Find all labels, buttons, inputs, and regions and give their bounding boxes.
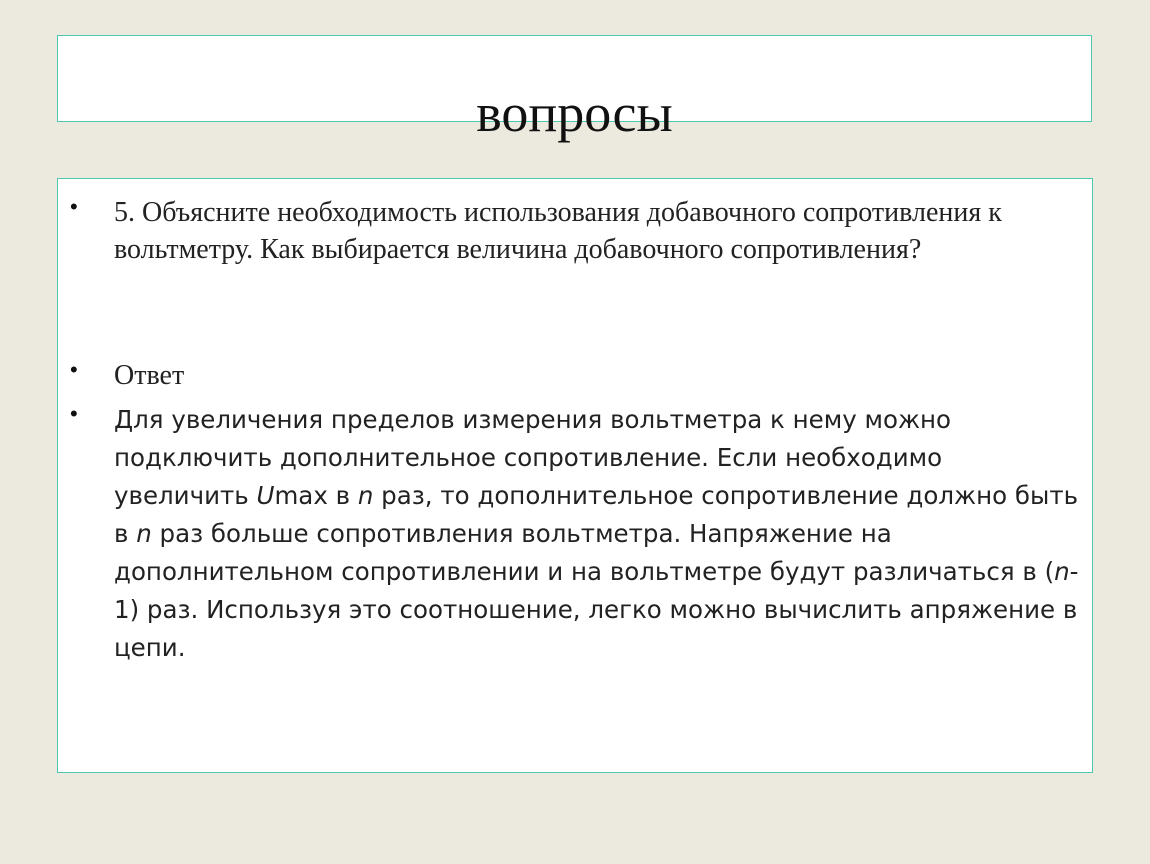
content-box [57, 178, 1093, 773]
answer-text-part: -1) раз. Используя это соотношение, легко можно вычислить апряжение в цепи. [114, 557, 1079, 662]
question-text: 5. Объясните необходимость использования добавочного сопротивления к вольтметру. Как выбирается величина добавочного сопротивления? [114, 197, 1002, 265]
bullet-marker: • [70, 194, 78, 219]
slide-title: вопросы [476, 83, 673, 143]
variable-u: U [256, 481, 275, 510]
answer-text-part: раз больше сопротивления вольтметра. Напряжение на дополнительном сопротивлении и на вольтметре будут различаться в ( [114, 519, 1055, 586]
answer-text-part: раз, то дополнительное сопротивление должно быть в [114, 481, 1079, 548]
bullet-marker: • [70, 357, 78, 382]
variable-n: n [1054, 557, 1070, 586]
variable-n: n [136, 519, 152, 548]
title-box [57, 35, 1092, 143]
answer-text [114, 401, 1079, 667]
answer-text-part: Для увеличения пределов измерения вольтметра к нему можно подключить дополнительное сопротивление. Если необходимо увеличить [114, 405, 952, 510]
bullet-marker: • [70, 401, 78, 426]
variable-n: n [357, 481, 374, 510]
answer-label: Ответ [114, 360, 185, 391]
answer-text-part: max в [274, 481, 358, 510]
